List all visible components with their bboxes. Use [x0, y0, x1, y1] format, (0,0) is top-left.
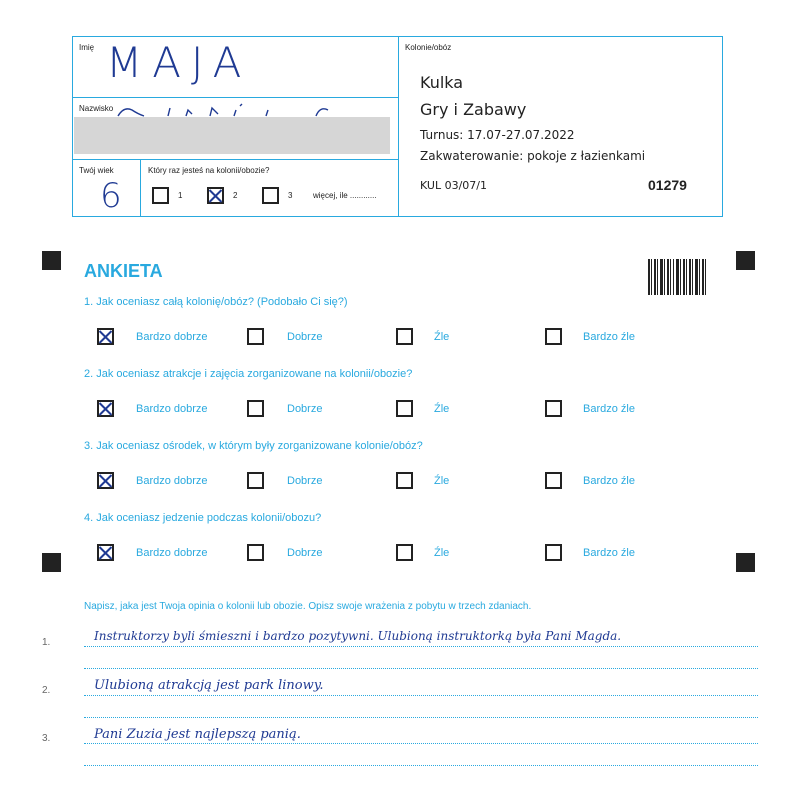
q1-option-dobrze-checkbox[interactable] — [247, 328, 264, 345]
q3-option-bardzo-zle-label: Bardzo źle — [583, 475, 635, 487]
visit-count-1-checkbox[interactable] — [152, 187, 169, 204]
q4-option-dobrze-checkbox[interactable] — [247, 544, 264, 561]
visit-count-3-checkbox[interactable] — [262, 187, 279, 204]
q4-option-bardzo-dobrze-checkbox[interactable] — [97, 544, 114, 561]
q1-option-bardzo-dobrze-checkbox[interactable] — [97, 328, 114, 345]
last-name-label: Nazwisko — [79, 104, 114, 113]
opinion-prompt: Napisz, jaka jest Twoja opinia o kolonii lub obozie. Opisz swoje wrażenia z pobytu w trzech zdaniach. — [84, 601, 532, 612]
q2-option-bardzo-dobrze-label: Bardzo dobrze — [136, 403, 208, 415]
opinion-line-3-number: 3. — [42, 733, 51, 744]
question-1-text: 1. Jak oceniasz całą kolonię/obóz? (Podobało Ci się?) — [84, 296, 348, 308]
camp-accommodation: Zakwaterowanie: pokoje z łazienkami — [420, 149, 646, 163]
q1-option-zle-checkbox[interactable] — [396, 328, 413, 345]
q3-option-zle-checkbox[interactable] — [396, 472, 413, 489]
opinion-line-3-rule — [84, 743, 758, 744]
q3-option-dobrze-checkbox[interactable] — [247, 472, 264, 489]
registration-mark-bottom-right — [736, 553, 755, 572]
q4-option-dobrze-label: Dobrze — [287, 547, 323, 559]
camp-label: Kolonie/obóz — [405, 43, 452, 52]
visit-count-2-checkbox[interactable] — [207, 187, 224, 204]
q1-option-bardzo-zle-label: Bardzo źle — [583, 331, 635, 343]
q4-option-bardzo-zle-checkbox[interactable] — [545, 544, 562, 561]
q4-option-zle-label: Źle — [434, 547, 450, 559]
age-label: Twój wiek — [79, 166, 114, 175]
visit-count-2-label: 2 — [233, 191, 238, 200]
q4-option-bardzo-zle-label: Bardzo źle — [583, 547, 635, 559]
opinion-line-2-number: 2. — [42, 685, 51, 696]
registration-mark-top-left — [42, 251, 61, 270]
q1-option-bardzo-dobrze-label: Bardzo dobrze — [136, 331, 208, 343]
camp-turnus: Turnus: 17.07-27.07.2022 — [420, 128, 575, 142]
q2-option-bardzo-dobrze-checkbox[interactable] — [97, 400, 114, 417]
q3-option-dobrze-label: Dobrze — [287, 475, 323, 487]
first-name-label: Imię — [79, 43, 95, 52]
opinion-line-3-text[interactable]: Pani Zuzia jest najlepszą panią. — [94, 727, 301, 742]
last-name-redaction — [74, 117, 390, 154]
q4-option-bardzo-dobrze-label: Bardzo dobrze — [136, 547, 208, 559]
opinion-line-2-rule — [84, 695, 758, 696]
opinion-line-1b-rule — [84, 668, 758, 669]
form-number: 01279 — [648, 177, 687, 193]
last-name-handwriting-fragment — [116, 102, 346, 118]
opinion-line-1-rule — [84, 646, 758, 647]
opinion-line-1-text[interactable]: Instruktorzy byli śmieszni i bardzo pozytywni. Ulubioną instruktorką była Pani Magda. — [94, 629, 622, 643]
visit-count-3-label: 3 — [288, 191, 293, 200]
first-name-value: MAJA — [106, 38, 252, 87]
opinion-line-1-number: 1. — [42, 637, 51, 648]
q2-option-dobrze-label: Dobrze — [287, 403, 323, 415]
registration-mark-top-right — [736, 251, 755, 270]
q1-option-dobrze-label: Dobrze — [287, 331, 323, 343]
camp-program: Gry i Zabawy — [420, 100, 527, 119]
opinion-line-2b-rule — [84, 717, 758, 718]
q4-option-zle-checkbox[interactable] — [396, 544, 413, 561]
q3-option-zle-label: Źle — [434, 475, 450, 487]
visit-count-more-label: więcej, ile ............ — [313, 191, 377, 200]
q3-option-bardzo-dobrze-checkbox[interactable] — [97, 472, 114, 489]
question-4-text: 4. Jak oceniasz jedzenie podczas kolonii/obozu? — [84, 512, 322, 524]
question-2-text: 2. Jak oceniasz atrakcje i zajęcia zorganizowane na kolonii/obozie? — [84, 368, 413, 380]
camp-code: KUL 03/07/1 — [420, 179, 487, 192]
q2-option-zle-label: Źle — [434, 403, 450, 415]
q3-option-bardzo-dobrze-label: Bardzo dobrze — [136, 475, 208, 487]
visit-count-label: Który raz jesteś na kolonii/obozie? — [148, 166, 270, 175]
visit-count-1-label: 1 — [178, 191, 183, 200]
q1-option-bardzo-zle-checkbox[interactable] — [545, 328, 562, 345]
registration-mark-bottom-left — [42, 553, 61, 572]
q2-option-bardzo-zle-label: Bardzo źle — [583, 403, 635, 415]
q2-option-zle-checkbox[interactable] — [396, 400, 413, 417]
q1-option-zle-label: Źle — [434, 331, 450, 343]
opinion-line-2-text[interactable]: Ulubioną atrakcją jest park linowy. — [94, 678, 324, 693]
q2-option-dobrze-checkbox[interactable] — [247, 400, 264, 417]
opinion-line-3b-rule — [84, 765, 758, 766]
survey-title: ANKIETA — [84, 261, 163, 281]
age-value: 6 — [100, 176, 122, 216]
q3-option-bardzo-zle-checkbox[interactable] — [545, 472, 562, 489]
q2-option-bardzo-zle-checkbox[interactable] — [545, 400, 562, 417]
camp-name: Kulka — [420, 73, 464, 92]
barcode — [648, 259, 706, 295]
question-3-text: 3. Jak oceniasz ośrodek, w którym były zorganizowane kolonie/obóz? — [84, 440, 423, 452]
